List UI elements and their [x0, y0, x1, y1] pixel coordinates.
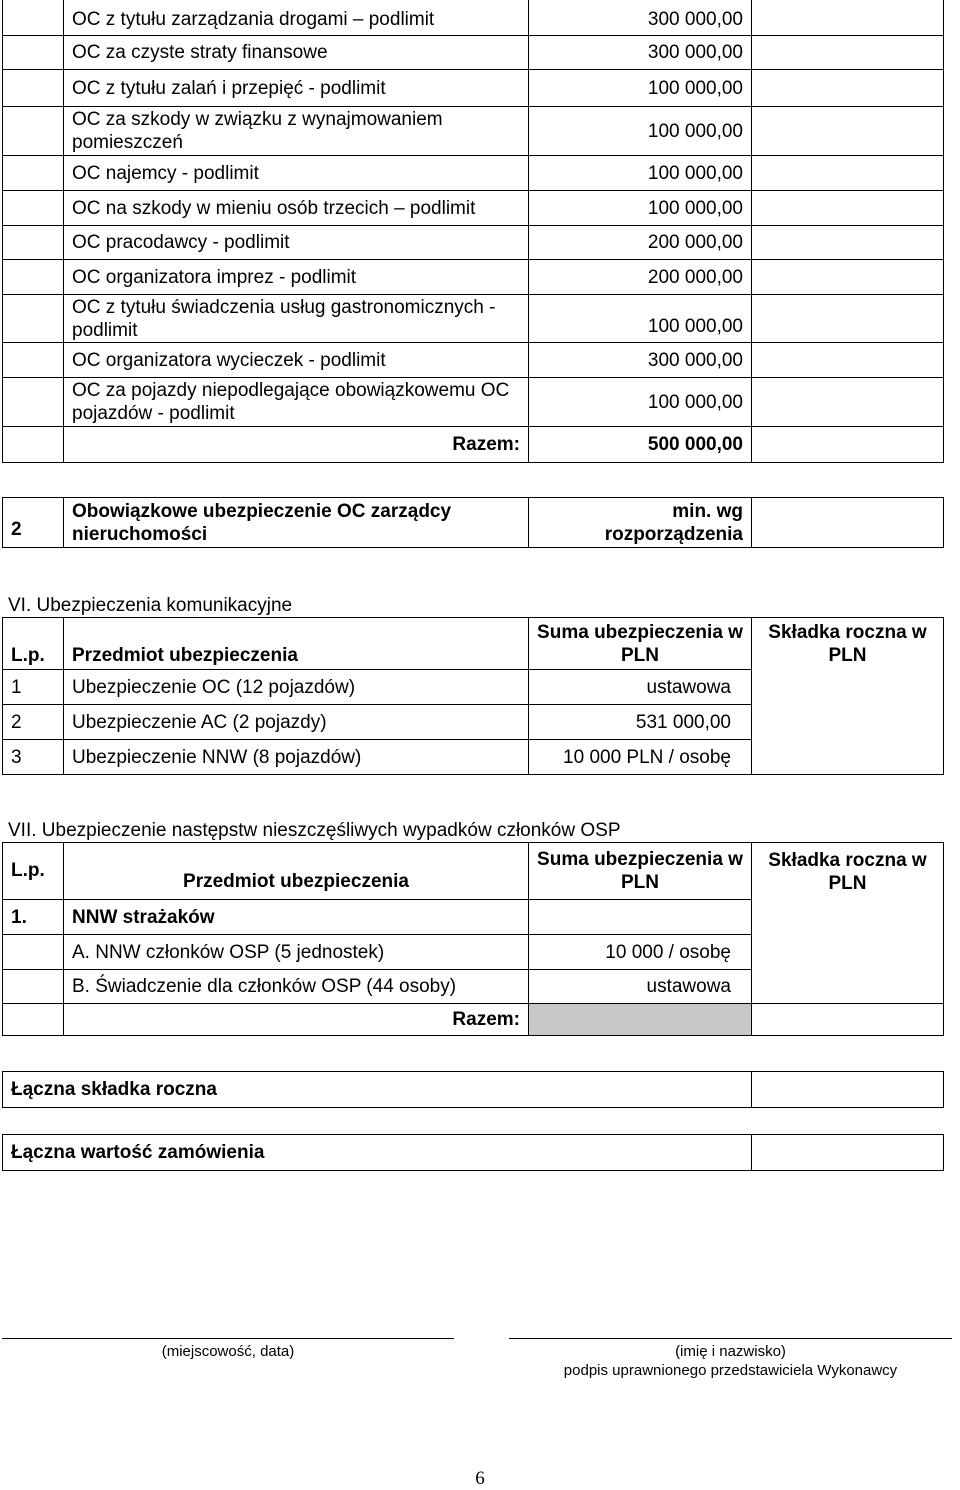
row-lp: 2 — [2, 704, 64, 740]
premium-cell — [751, 377, 944, 427]
premium-cell — [751, 669, 944, 775]
lp-cell — [2, 69, 64, 107]
place-date-line — [2, 1338, 454, 1339]
premium-cell — [751, 225, 944, 260]
row-lp — [2, 969, 64, 1004]
row-desc: OC organizatora wycieczek - podlimit — [63, 342, 529, 378]
row-subject: Ubezpieczenie AC (2 pojazdy) — [63, 704, 529, 740]
row-amount: 100 000,00 — [528, 69, 752, 107]
row-sum: 10 000 PLN / osobę — [528, 739, 752, 775]
lp-cell — [2, 225, 64, 260]
row-subject: Ubezpieczenie OC (12 pojazdów) — [63, 669, 529, 705]
lp-cell — [2, 426, 64, 463]
row-subject: B. Świadczenie dla członków OSP (44 osoby) — [63, 969, 529, 1004]
row-amount: 100 000,00 — [528, 155, 752, 191]
row-amount: 200 000,00 — [528, 225, 752, 260]
group-lp: 1. — [2, 899, 64, 935]
premium-cell — [751, 497, 944, 548]
header-premium: Składka roczna w PLN — [751, 842, 944, 900]
row-desc: OC z tytułu świadczenia usług gastronomicznych -podlimit — [63, 294, 529, 343]
total-label: Razem: — [63, 426, 529, 463]
header-lp: L.p. — [2, 617, 64, 670]
header-sum: Suma ubezpieczenia w PLN — [528, 842, 752, 900]
total-sum-cell — [528, 1003, 752, 1036]
row-desc: OC najemcy - podlimit — [63, 155, 529, 191]
total-amount: 500 000,00 — [528, 426, 752, 463]
header-premium: Składka roczna w PLN — [751, 617, 944, 670]
total-label: Razem: — [63, 1003, 529, 1036]
place-date-caption: (miejscowość, data) — [161, 1343, 295, 1360]
row-desc: OC z tytułu zarządzania drogami – podlimit — [63, 0, 529, 36]
row-subject: A. NNW członków OSP (5 jednostek) — [63, 934, 529, 970]
row-amount: 300 000,00 — [528, 342, 752, 378]
lp-cell — [2, 0, 64, 36]
lp-cell — [2, 190, 64, 226]
premium-cell — [751, 155, 944, 191]
lp-cell — [2, 1003, 64, 1036]
row-desc: OC organizatora imprez - podlimit — [63, 259, 529, 295]
header-subject: Przedmiot ubezpieczenia — [63, 842, 529, 900]
row-amount: 300 000,00 — [528, 0, 752, 36]
header-subject: Przedmiot ubezpieczenia — [63, 617, 529, 670]
row-subject: Ubezpieczenie NNW (8 pojazdów) — [63, 739, 529, 775]
group-label: NNW strażaków — [63, 899, 529, 935]
premium-cell — [751, 35, 944, 70]
premium-cell — [751, 426, 944, 463]
premium-cell — [751, 106, 944, 156]
row-desc: OC z tytułu zalań i przepięć - podlimit — [63, 69, 529, 107]
row-lp: 3 — [2, 739, 64, 775]
row-desc: OC za czyste straty finansowe — [63, 35, 529, 70]
group-sum — [528, 899, 752, 935]
row-amount: 200 000,00 — [528, 259, 752, 295]
signature-line — [509, 1338, 952, 1339]
row-amount: 100 000,00 — [528, 106, 752, 156]
premium-cell — [751, 1003, 944, 1036]
row-amount: 300 000,00 — [528, 35, 752, 70]
order-value-value[interactable] — [751, 1134, 944, 1171]
section-vi-title: VI. Ubezpieczenia komunikacyjne — [8, 595, 293, 616]
row-sum: 531 000,00 — [528, 704, 752, 740]
annual-premium-label: Łączna składka roczna — [2, 1071, 752, 1108]
header-lp: L.p. — [2, 842, 64, 900]
lp-cell — [2, 35, 64, 70]
section-vii-title: VII. Ubezpieczenie następstw nieszczęśliwych wypadków członków OSP — [8, 820, 621, 841]
lp-cell — [2, 377, 64, 427]
annual-premium-value[interactable] — [751, 1071, 944, 1108]
signature-caption: podpis uprawnionego przedstawiciela Wykonawcy — [563, 1362, 898, 1379]
lp-cell — [2, 155, 64, 191]
lp-cell: 2 — [2, 497, 64, 548]
page-number: 6 — [475, 1468, 485, 1489]
row-amount: 100 000,00 — [528, 377, 752, 427]
premium-cell — [751, 342, 944, 378]
premium-cell — [751, 0, 944, 36]
premium-cell — [751, 259, 944, 295]
row-sum: ustawowa — [528, 669, 752, 705]
lp-cell — [2, 106, 64, 156]
row-desc: OC za pojazdy niepodlegające obowiązkowemu OC pojazdów - podlimit — [63, 377, 529, 427]
premium-cell — [751, 190, 944, 226]
row-sum: 10 000 / osobę — [528, 934, 752, 970]
name-caption: (imię i nazwisko) — [675, 1343, 786, 1360]
premium-cell — [751, 899, 944, 1004]
header-sum: Suma ubezpieczenia w PLN — [528, 617, 752, 670]
order-value-label: Łączna wartość zamówienia — [2, 1134, 752, 1171]
row-desc: OC pracodawcy - podlimit — [63, 225, 529, 260]
mandatory-desc: Obowiązkowe ubezpieczenie OC zarządcy nieruchomości — [63, 497, 529, 548]
row-sum: ustawowa — [528, 969, 752, 1004]
row-amount: 100 000,00 — [528, 294, 752, 343]
lp-cell — [2, 259, 64, 295]
lp-cell — [2, 294, 64, 343]
mandatory-amount: min. wg rozporządzenia — [528, 497, 752, 548]
premium-cell — [751, 294, 944, 343]
row-desc: OC za szkody w związku z wynajmowaniem pomieszczeń — [63, 106, 529, 156]
row-lp — [2, 934, 64, 970]
row-amount: 100 000,00 — [528, 190, 752, 226]
row-desc: OC na szkody w mieniu osób trzecich – podlimit — [63, 190, 529, 226]
lp-cell — [2, 342, 64, 378]
premium-cell — [751, 69, 944, 107]
row-lp: 1 — [2, 669, 64, 705]
